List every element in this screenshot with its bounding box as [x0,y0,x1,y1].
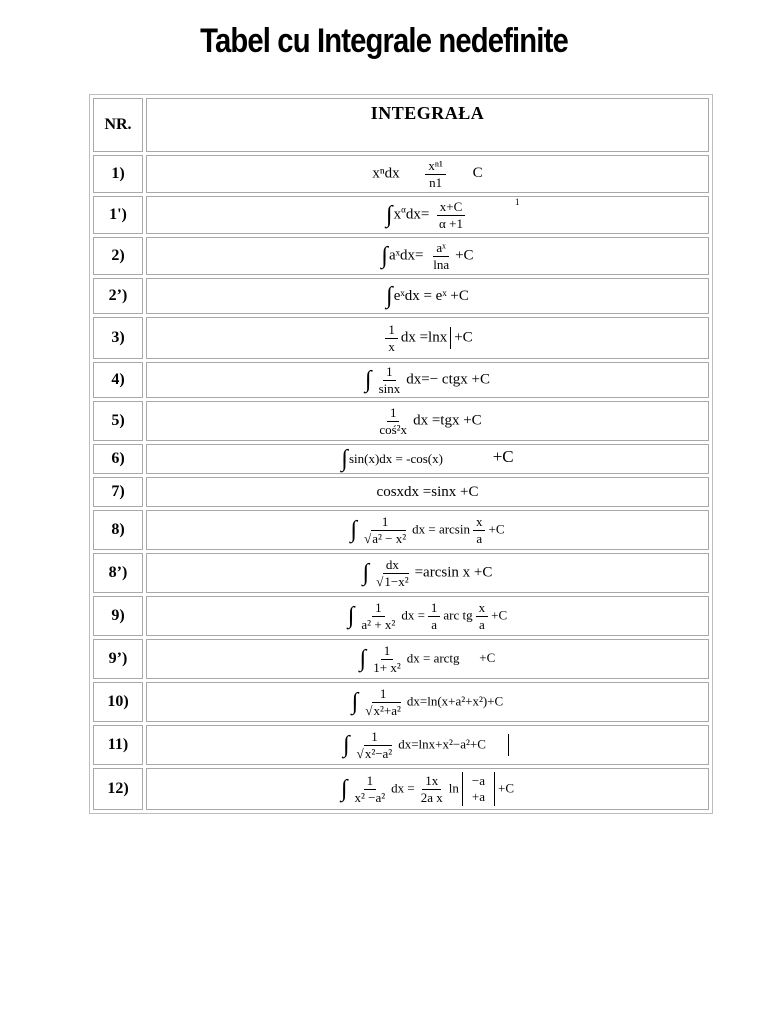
formula-text: eˣdx = eˣ +C [393,287,469,304]
fraction: $\frac{1}{a}$ [428,601,441,631]
fraction: $\frac{1}{\text{a² + x²}}$ [361,599,396,632]
formula-text: dx=− ctgx +C [406,371,490,388]
table-row [93,596,709,636]
formula [146,682,709,722]
fraction: $\frac{\text{aˣ}}{\ln a}$ [433,239,450,272]
table-row [93,510,709,550]
fraction: $\frac{x+C}{\alpha +1}$ [436,200,466,230]
formula-text: dx= [405,206,430,223]
absolute-bar [494,772,495,806]
row-number: 2’) [93,278,143,314]
formula [146,553,709,593]
formula-text: sin(x)dx = -cos(x) [348,450,443,466]
formula-text: +C [455,247,474,264]
formula-text: +C [491,607,508,623]
fraction: $\frac{1x}{\text{2a x}}$ [420,772,443,805]
fraction: $\frac{1}{\text{√x²+a²}}$ [365,685,401,718]
header-nr: NR. [93,98,143,152]
formula-text: ln [448,780,459,796]
integral-sign: ∫ [350,516,358,543]
row-number: 8) [93,510,143,550]
integral-sign: ∫ [340,775,348,802]
formula-text: +C [454,329,473,346]
formula-text: +C [479,650,496,666]
formula [146,155,709,193]
integrals-table [89,94,713,814]
integral-sign: ∫ [341,445,348,472]
fraction: $\frac{dx}{\text{√1−x²}}$ [376,556,409,589]
integral-sign: ∫ [386,201,393,228]
table-row [93,682,709,722]
formula-text: dx = [401,607,425,623]
exponent: 1 [515,197,520,207]
header-integral: INTEGRAŁA [146,98,709,152]
row-number: 3) [93,317,143,359]
formula-text: dx = arctg [406,650,460,666]
row-number: 11) [93,725,143,765]
formula-text: dx = [391,780,415,796]
integral-sign: ∫ [351,688,359,715]
row-number: 5) [93,401,143,441]
table-row [93,639,709,679]
row-number: 12) [93,768,143,810]
formula [146,196,709,234]
table-row [93,278,709,314]
row-number: 8’) [93,553,143,593]
formula [146,444,709,474]
formula [146,768,709,810]
table-row [93,317,709,359]
fraction: $\frac{x}{a}$ [473,515,486,545]
formula-text: +C [498,780,515,796]
exponent: α [401,204,406,215]
formula-text: dx = arcsin [412,521,470,537]
fraction: $\frac{x}{a}$ [476,601,489,631]
fraction: $\frac{\text{xⁿ¹}}{n1}$ [425,159,446,189]
table-row [93,768,709,810]
row-number: 1) [93,155,143,193]
formula [146,237,709,275]
formula [146,596,709,636]
formula [146,639,709,679]
formula [146,401,709,441]
fraction: $\frac{1}{\text{1+ x²}}$ [373,642,401,675]
fraction: $\frac{1}{\text{coś²x}}$ [379,404,408,437]
formula-text: x [393,206,402,223]
fraction: $\frac{1}{x}$ [385,323,398,353]
integral-sign: ∫ [386,282,393,309]
table-row [93,196,709,234]
absolute-bar [450,327,451,349]
formula-text: dx =tgx +C [413,412,482,429]
integral-sign: ∫ [359,645,367,672]
integral-sign: ∫ [362,559,370,586]
formula-text: cosxdx =sinx +C [376,483,479,500]
fraction: $\frac{1}{\sin x}$ [378,363,401,396]
formula-text: arc tg [443,607,473,623]
fraction: $\frac{1}{\text{x² −a²}}$ [354,772,386,805]
row-number: 9) [93,596,143,636]
table-row [93,237,709,275]
row-number: 7) [93,477,143,507]
formula [146,317,709,359]
row-number: 4) [93,362,143,398]
formula [146,725,709,765]
formula [146,477,709,507]
integral-sign: ∫ [347,602,355,629]
row-number: 1') [93,196,143,234]
table-row [93,362,709,398]
formula-text: +C [488,521,505,537]
row-number: 2) [93,237,143,275]
integral-sign: ∫ [381,242,388,269]
row-number: 6) [93,444,143,474]
formula-text: dx =lnx [400,329,448,346]
formula-text: C [472,165,483,182]
integral-sign: ∫ [343,731,350,758]
formula [146,510,709,550]
formula-text: xⁿdx [372,165,400,182]
formula [146,362,709,398]
formula [146,278,709,314]
formula-text: dx=ln(x+a²+x²)+C [406,693,504,709]
absolute-bar [508,734,509,756]
table-row [93,155,709,193]
formula-text: +C [492,447,514,467]
table-header-row [93,98,709,152]
row-number: 9’) [93,639,143,679]
table-row [93,444,709,474]
table-row [93,477,709,507]
row-number: 10) [93,682,143,722]
table-row [93,725,709,765]
fraction: $\frac{1}{\text{√x²−a²}}$ [356,728,393,761]
table-row [93,553,709,593]
absolute-bar [462,772,463,806]
fraction: $\frac{1}{\text{√a² − x²}}$ [364,513,407,546]
formula-text: =arcsin x +C [414,564,493,581]
table-row [93,401,709,441]
integral-sign: ∫ [365,366,372,393]
formula-text: aˣdx= [389,247,424,264]
fraction: −a +a [471,773,486,804]
page-title: Tabel cu Integrale nedefinite [200,22,568,60]
formula-text: dx=lnx+x²−a²+C [398,736,486,752]
